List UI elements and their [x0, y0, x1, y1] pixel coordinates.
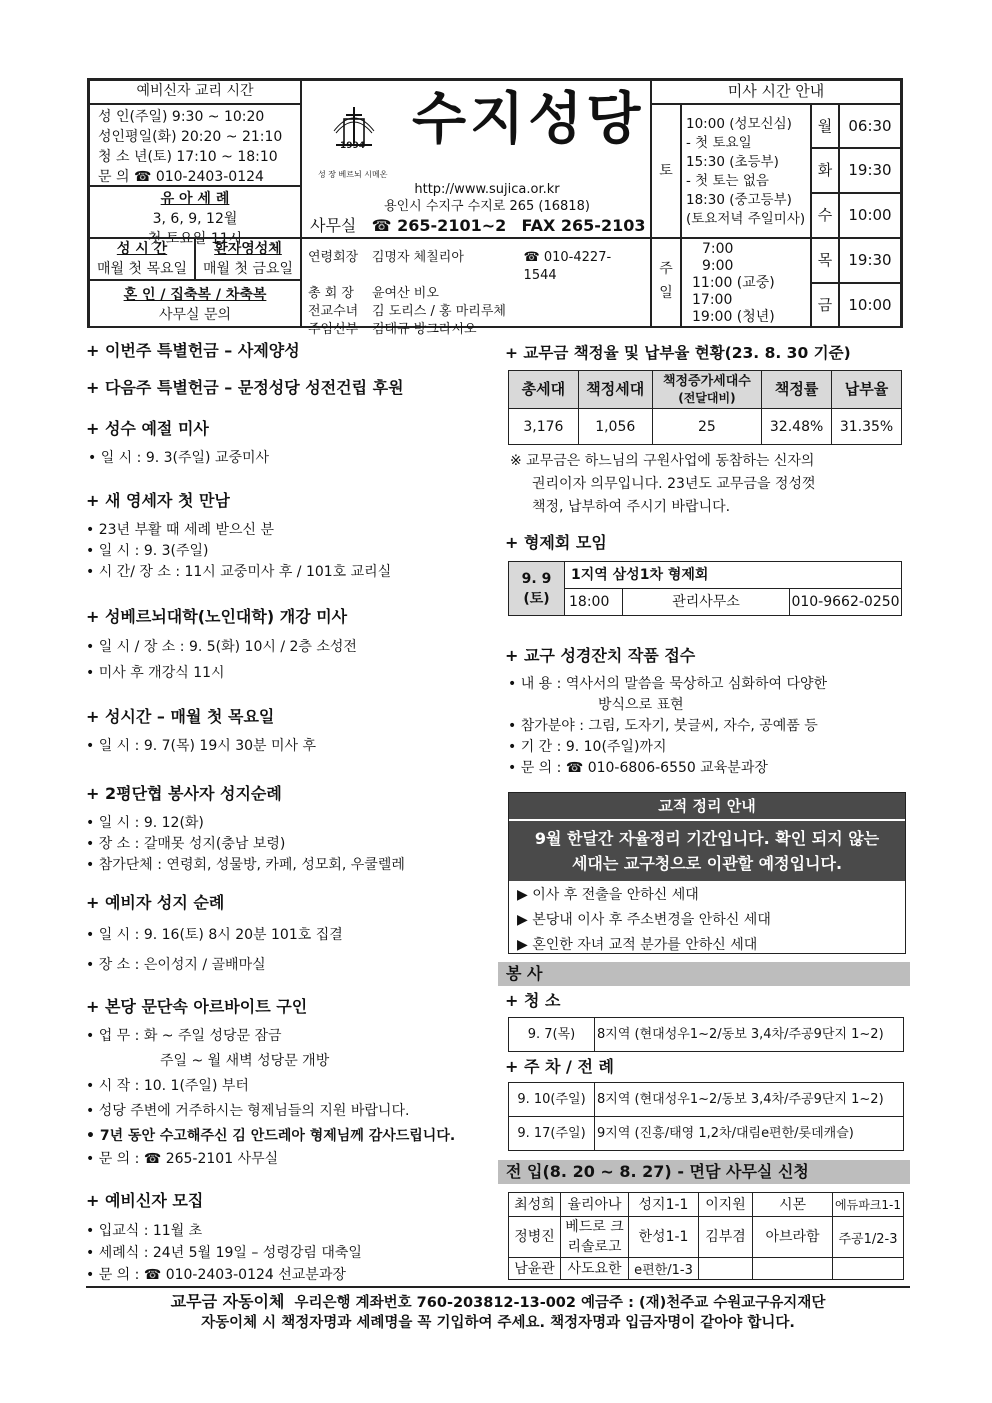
marriage-title: 혼 인 / 집축복 / 차축복 — [123, 287, 267, 303]
list-item: • 미사 후 개강식 11시 — [86, 665, 225, 681]
list-item: ▶ 혼인한 자녀 교적 분가를 안하신 세대 — [517, 937, 758, 953]
officer-name: 김태규 방그라시오 — [372, 322, 477, 337]
dues-header-increase-sub: (전달대비) — [678, 390, 736, 405]
section-title: + 새 영세자 첫 만남 — [86, 491, 230, 510]
dues-note-line: ※ 교무금은 하느님의 구원사업에 동참하는 신자의 — [510, 453, 815, 469]
list-item: • 23년 부활 때 세례 받으신 분 — [86, 522, 275, 538]
transfer-name — [699, 1258, 753, 1280]
officer-phone: ☎ 010-4227-1544 — [523, 250, 612, 283]
mass-time: 11:00 (교중) — [692, 275, 775, 291]
list-item: • 문 의 : ☎ 010-2403-0124 선교분과장 — [86, 1267, 346, 1283]
church-name: 수지성당 — [412, 87, 645, 152]
list-item: • 기 간 : 9. 10(주일)까지 — [508, 739, 667, 755]
bible-title: + 교구 성경잔치 작품 접수 — [505, 646, 696, 665]
office-fax: FAX 265-2103 — [521, 216, 646, 235]
dues-header-rate: 책정률 — [762, 371, 832, 409]
church-address: 용인시 수지구 수지로 265 (16818) — [384, 199, 590, 214]
dues-title: + 교무금 책정율 및 납부율 현황(23. 8. 30 기준) — [505, 344, 851, 362]
section-title: + 예비신자 모집 — [86, 1191, 204, 1210]
mass-time: - 첫 토는 없음 — [686, 173, 769, 189]
dues-header-increase — [652, 371, 762, 409]
weekday-label: 금 — [811, 283, 839, 328]
officer-role: 연령회장 — [308, 250, 359, 265]
cleaning-table — [508, 1017, 904, 1052]
holy-hour-value: 매월 첫 목요일 — [96, 261, 188, 277]
list-item: • 장 소 : 은이성지 / 골배마실 — [86, 957, 266, 973]
section-title: + 성시간 – 매월 첫 목요일 — [86, 707, 275, 726]
footer-label: 교무금 자동이체 — [170, 1292, 285, 1311]
list-item: 주일 ~ 월 새벽 성당문 개방 — [160, 1053, 330, 1069]
officer-row — [308, 285, 644, 303]
section-senior-college — [86, 606, 486, 686]
officer-name: 윤여산 비오 — [372, 286, 439, 301]
list — [86, 1220, 486, 1286]
officer-name: 김 도리스 / 홍 마리루체 — [372, 304, 506, 319]
mass-time: 15:30 (초등부) — [686, 154, 779, 170]
sick-communion — [195, 238, 301, 280]
church-title-area — [301, 80, 651, 238]
parking-area: 8지역 (현대성우1~2/동보 3,4차/주공9단지 1~2) — [595, 1083, 904, 1117]
mass-time: 7:00 — [702, 241, 734, 257]
list — [86, 634, 486, 686]
officer-row — [308, 249, 644, 285]
marriage-blessing — [89, 280, 301, 328]
footer-divider — [86, 1286, 910, 1288]
weekday-label: 수 — [811, 193, 839, 238]
list-item: • 문 의 : ☎ 010-6806-6550 교육분과장 — [508, 760, 768, 776]
transfer-address: e편한/1-3 — [629, 1258, 699, 1280]
brothers-name: 1지역 삼성1차 형제회 — [565, 562, 902, 589]
office-phone: ☎ 265-2101~2 — [371, 216, 507, 235]
list-item: ▶ 이사 후 전출을 안하신 세대 — [517, 887, 699, 903]
list — [86, 920, 486, 980]
brothers-day: (토) — [523, 590, 550, 607]
list-item: • 일 시 : 9. 3(주일) 교중미사 — [88, 450, 270, 466]
infant-baptism-title: 유 아 세 례 — [160, 191, 230, 207]
transfer-address: 에듀파크1-1 — [833, 1193, 904, 1217]
list — [86, 1024, 486, 1169]
parking-title: + 주 차 / 전 례 — [505, 1057, 614, 1076]
dues-header-assessed: 책정세대 — [578, 371, 652, 409]
sick-communion-value: 매월 첫 금요일 — [202, 261, 294, 277]
transfer-name: 김부겸 — [699, 1217, 753, 1258]
transfer-name: 남윤관 — [509, 1258, 561, 1280]
section-title: + 성베르뇌대학(노인대학) 개강 미사 — [86, 607, 348, 626]
sick-communion-title: 환자영성체 — [214, 241, 282, 257]
weekday-label: 목 — [811, 238, 839, 283]
section-catechumen-recruit — [86, 1190, 486, 1286]
catechism-row: 문 의 ☎ 010-2403-0124 — [98, 169, 264, 185]
officers-list — [301, 238, 651, 337]
list-item: • 일 시 : 9. 12(화) — [86, 815, 204, 831]
table-row — [509, 1018, 904, 1052]
infant-baptism — [89, 186, 301, 247]
mass-time: - 첫 토요일 — [686, 135, 752, 151]
marriage-value: 사무실 문의 — [158, 307, 232, 323]
infant-baptism-months: 3, 6, 9, 12월 — [152, 211, 238, 227]
officer-row — [308, 321, 644, 339]
office-contact — [310, 215, 645, 237]
catechism-row: 성인평일(화) 20:20 ~ 21:10 — [98, 129, 283, 145]
dues-header-payment: 납부율 — [832, 371, 902, 409]
table-row — [509, 1217, 904, 1258]
list-item: • 문 의 : ☎ 265-2101 사무실 — [86, 1151, 279, 1167]
section-holy-hour — [86, 706, 486, 757]
section-new-baptized — [86, 490, 486, 583]
transfer-bar: 전 입(8. 20 ~ 8. 27) - 면담 사무실 신청 — [498, 1160, 910, 1184]
list — [86, 813, 486, 876]
transfer-baptismal: 아브라함 — [753, 1217, 833, 1258]
holy-hour-title: 성 시 간 — [116, 241, 168, 257]
table-row — [509, 1193, 904, 1217]
officer-role: 총 회 장 — [308, 286, 354, 301]
mass-saturday-label: 토 — [651, 104, 681, 238]
mass-time: 9:00 — [702, 258, 734, 274]
list-item: • 입교식 : 11월 초 — [86, 1223, 203, 1239]
service-bar: 봉 사 — [498, 962, 910, 986]
mass-sunday-label: 주일 — [651, 238, 681, 328]
parking-table — [508, 1082, 904, 1151]
weekday-label: 월 — [811, 104, 839, 148]
section-holy-water — [86, 418, 486, 469]
dues-note — [510, 450, 816, 519]
dues-value: 31.35% — [832, 409, 902, 445]
list-item: • 7년 동안 수고해주신 김 안드레아 형제님께 감사드립니다. — [86, 1128, 456, 1144]
logo-year: 1994 — [340, 141, 366, 151]
office-label: 사무실 — [310, 216, 357, 235]
list-item: • 내 용 : 역사서의 말씀을 묵상하고 심화하여 다양한 — [508, 676, 828, 692]
dues-value: 32.48% — [762, 409, 832, 445]
transfer-baptismal: 사도요한 — [561, 1258, 629, 1280]
transfer-address — [833, 1258, 904, 1280]
registry-notice — [509, 821, 905, 881]
section-title: + 본당 문단속 아르바이트 구인 — [86, 997, 308, 1016]
transfer-baptismal: 시몬 — [753, 1193, 833, 1217]
cleaning-date: 9. 7(목) — [509, 1018, 595, 1052]
registry-notice-line: 세대는 교구청으로 이관할 예정입니다. — [571, 854, 843, 873]
transfer-baptismal: 베드로 크리솔로고 — [561, 1217, 629, 1258]
logo-caption: 성 장 베르뇌 시메온 — [318, 170, 388, 179]
list-item: • 성당 주변에 거주하시는 형제님들의 지원 바랍니다. — [86, 1103, 410, 1119]
footer-line-1 — [86, 1292, 910, 1313]
registry-title: 교적 정리 안내 — [509, 793, 905, 819]
list-item: • 세례식 : 24년 5월 19일 – 성령강림 대축일 — [86, 1245, 362, 1261]
dues-note-line: 권리이자 의무입니다. 23년도 교무금을 정성껏 — [532, 476, 816, 492]
catechism-row: 청 소 년(토) 17:10 ~ 18:10 — [98, 149, 278, 165]
weekday-time: 19:30 — [839, 238, 901, 283]
list-item: • 장 소 : 갈매못 성지(충남 보령) — [86, 836, 286, 852]
transfer-baptismal: 율리아나 — [561, 1193, 629, 1217]
dues-note-line: 책정, 납부하여 주시기 바랍니다. — [532, 499, 731, 515]
bible-list — [508, 674, 908, 779]
special-offering-this-week: + 이번주 특별헌금 – 사제양성 — [86, 341, 300, 360]
footer-account: 우리은행 계좌번호 760-203812-13-002 예금주 : (재)천주교 수원교구유지재단 — [294, 1295, 826, 1311]
header-box — [87, 78, 903, 337]
officer-row — [308, 303, 644, 321]
section-title: + 성수 예절 미사 — [86, 419, 209, 438]
list-item: • 일 시 : 9. 7(목) 19시 30분 미사 후 — [86, 738, 317, 754]
parking-date: 9. 10(주일) — [509, 1083, 595, 1117]
list-item: • 참가분야 : 그림, 도자기, 붓글씨, 자수, 공예품 등 — [508, 718, 818, 734]
transfer-address: 한성1-1 — [629, 1217, 699, 1258]
mass-times-title: 미사 시간 안내 — [651, 80, 901, 104]
footer — [86, 1292, 910, 1333]
parking-date: 9. 17(주일) — [509, 1117, 595, 1151]
weekday-time: 10:00 — [839, 193, 901, 238]
list — [86, 520, 486, 583]
section-title: + 예비자 성지 순례 — [86, 893, 225, 912]
section-pilgrimage-volunteers — [86, 783, 486, 876]
list-item: • 시 간/ 장 소 : 11시 교중미사 후 / 101호 교리실 — [86, 564, 392, 580]
mass-saturday-times — [681, 104, 811, 238]
officer-role: 전교수녀 — [308, 304, 359, 319]
footer-line-2: 자동이체 시 책정자명과 세례명을 꼭 기입하여 주세요. 책정자명과 입금자명이 같아야 합니다. — [201, 1315, 795, 1331]
list-item: ▶ 본당내 이사 후 주소변경을 안하신 세대 — [517, 912, 771, 928]
catechism-times — [89, 104, 301, 186]
catechism-row: 성 인(주일) 9:30 ~ 10:20 — [98, 109, 265, 125]
special-offering-next-week: + 다음주 특별헌금 – 문정성당 성전건립 후원 — [86, 378, 404, 397]
dues-value: 3,176 — [509, 409, 579, 445]
infant-baptism-time: 첫 토요일 11시 — [147, 231, 243, 247]
mass-time: 17:00 — [692, 292, 733, 308]
dues-value: 25 — [652, 409, 762, 445]
transfer-address: 성지1-1 — [629, 1193, 699, 1217]
mass-sunday-times — [681, 238, 811, 328]
list-item: • 일 시 / 장 소 : 9. 5(화) 10시 / 2층 소성전 — [86, 639, 357, 655]
officer-role: 주임신부 — [308, 322, 359, 337]
brothers-phone: 010-9662-0250 — [790, 589, 902, 616]
brothers-date: 9. 9 — [521, 570, 552, 587]
section-catechumen-pilgrimage — [86, 892, 486, 980]
transfer-address: 주공1/2-3 — [833, 1217, 904, 1258]
mass-time: 19:00 (청년) — [692, 309, 775, 325]
holy-hour — [89, 238, 195, 280]
brothers-title: + 형제회 모임 — [505, 533, 607, 552]
cleaning-title: + 청 소 — [505, 991, 561, 1010]
mass-time: 18:30 (중고등부) — [686, 192, 792, 208]
brothers-date-cell — [509, 562, 565, 616]
section-part-time-job — [86, 996, 486, 1169]
dues-header-increase-label: 책정증가세대수 — [662, 373, 751, 389]
list-item: • 참가단체 : 연령회, 성물방, 카페, 성모회, 우쿨렐레 — [86, 857, 405, 873]
registry-notice-line: 9월 한달간 자율정리 기간입니다. 확인 되지 않는 — [534, 829, 880, 848]
registry-box — [508, 792, 906, 954]
transfer-name: 이지원 — [699, 1193, 753, 1217]
parking-area: 9지역 (진흥/태영 1,2차/대림e편한/롯데캐슬) — [595, 1117, 904, 1151]
brothers-time: 18:00 — [565, 589, 623, 616]
weekday-time: 06:30 — [839, 104, 901, 148]
website-link[interactable]: http://www.sujica.or.kr — [414, 182, 560, 197]
registry-list — [509, 881, 905, 960]
officer-name: 김명자 체칠리아 — [371, 250, 464, 265]
mass-time: (토요저녁 주일미사) — [686, 211, 806, 227]
transfer-baptismal — [753, 1258, 833, 1280]
brothers-table — [508, 561, 902, 616]
church-logo-icon — [326, 103, 382, 165]
table-row — [509, 1117, 904, 1151]
cleaning-area: 8지역 (현대성우1~2/동보 3,4차/주공9단지 1~2) — [595, 1018, 904, 1052]
dues-header-total: 총세대 — [509, 371, 579, 409]
dues-value: 1,056 — [578, 409, 652, 445]
transfer-name: 정병진 — [509, 1217, 561, 1258]
list-item: • 일 시 : 9. 3(주일) — [86, 543, 209, 559]
transfer-table — [508, 1192, 904, 1280]
weekday-time: 19:30 — [839, 148, 901, 193]
list-item: • 업 무 : 화 ~ 주일 성당문 잠금 — [86, 1028, 282, 1044]
section-title: + 2평단협 봉사자 성지순례 — [86, 784, 282, 803]
list-item: 방식으로 표현 — [598, 697, 684, 713]
transfer-name: 최성희 — [509, 1193, 561, 1217]
list-item: • 일 시 : 9. 16(토) 8시 20분 101호 집결 — [86, 927, 343, 943]
list-item: • 시 작 : 10. 1(주일) 부터 — [86, 1078, 249, 1094]
weekday-label: 화 — [811, 148, 839, 193]
dues-table — [508, 370, 902, 445]
brothers-place: 관리사무소 — [623, 589, 790, 616]
table-row — [509, 1083, 904, 1117]
catechism-title: 예비신자 교리 시간 — [89, 80, 301, 104]
weekday-time: 10:00 — [839, 283, 901, 328]
mass-time: 10:00 (성모신심) — [686, 116, 792, 132]
table-row — [509, 1258, 904, 1280]
